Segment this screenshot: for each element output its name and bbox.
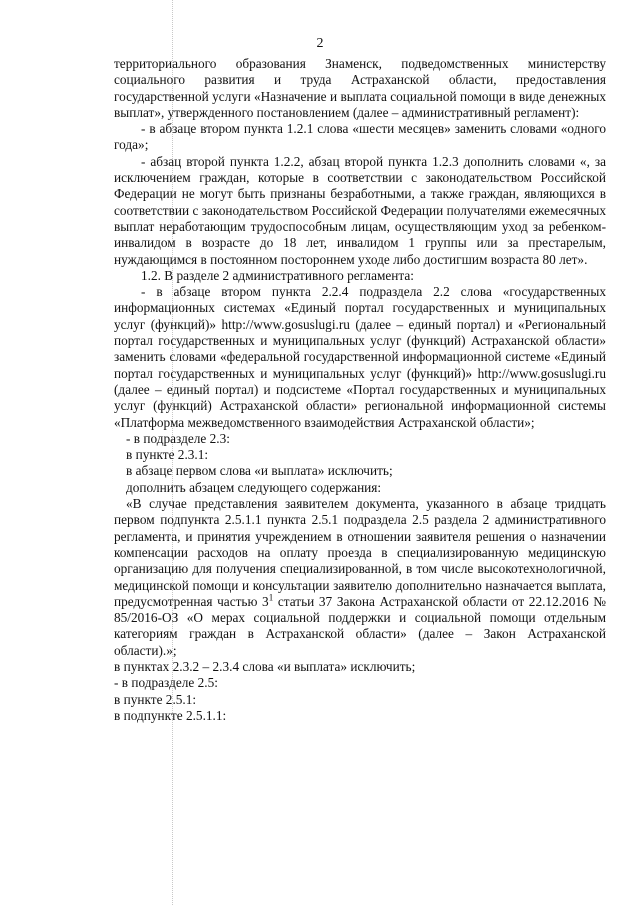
paragraph: территориального образования Знаменск, подведомственных министерству социального развития и труда Астраханской области, предоставления государственной услуги «Назначение и выплата социальной помощи в виде денежных выплат», утвержденного постановлением (далее – административный регламент):: [114, 56, 606, 120]
document-body: [114, 56, 606, 724]
paragraph: в пунктах 2.3.2 – 2.3.4 слова «и выплата» исключить;: [114, 658, 416, 674]
page-number: 2: [316, 36, 324, 51]
paragraph: дополнить абзацем следующего содержания:: [126, 479, 382, 495]
paragraph: - в подразделе 2.3:: [126, 430, 230, 446]
paragraph-text: статьи 37 Закона Астраханской области от 22.12.2016 № 85/2016-ОЗ «О мерах социальной поддержки и социальной помощи отдельным категориям граждан в Астраханской области» (далее – Закон Астраханской области).»;: [114, 593, 606, 658]
paragraph: - абзац второй пункта 1.2.2, абзац второй пункта 1.2.3 дополнить словами «, за исключением граждан, которые в соответствии с законодательством Российской Федерации не могут быть признаны безработными, а также граждан, являющихся в соответствии с законодательством Российской Федерации получателями ежемесячных выплат неработающим трудоспособным лицам, осуществляющим уход за ребенком-инвалидом в возрасте до 18 лет, инвалидом 1 группы или за престарелым, нуждающимся в постоянном постороннем уходе либо достигшим возраста 80 лет».: [114, 153, 606, 267]
paragraph: - в абзаце втором пункта 1.2.1 слова «шести месяцев» заменить словами «одного года»;: [114, 121, 606, 153]
paragraph: в пункте 2.5.1:: [114, 691, 197, 707]
paragraph: в подпункте 2.5.1.1:: [114, 707, 227, 723]
paragraph: - в подразделе 2.5:: [114, 675, 218, 691]
superscript: 1: [268, 592, 274, 603]
section-heading: 1.2. В разделе 2 административного регламента:: [141, 267, 414, 283]
paragraph: - в абзаце втором пункта 2.2.4 подраздела 2.2 слова «государственных информационных системах «Единый портал государственных и муниципальных услуг (функций)» http://www.gosuslugi.ru (далее – единый портал) и «Региональный портал государственных и муниципальных услуг (функций) Астраханской области» заменить словами «федеральной государственной информационной системе «Единый портал государственных и муниципальных услуг (функций)» http://www.gosuslugi.ru (далее – единый портал) и подсистеме «Портал государственных и муниципальных услуг (функций) Астраханской области» региональной информационной системы «Платформа межведомственного взаимодействия Астраханской области»;: [114, 284, 606, 430]
paragraph: [114, 496, 606, 659]
paragraph: в пункте 2.3.1:: [126, 447, 209, 463]
paragraph-text: «В случае представления заявителем документа, указанного в абзаце тридцать первом подпункта 2.5.1.1 пункта 2.5.1 подраздела 2.5 раздела 2 административного регламента, и принятия учреждением в отношении заявителя решения о назначении компенсации расходов на оплату проезда в специализированную медицинскую организацию для получения специализированной, в том числе высокотехнологичной, медицинской помощи и консультации заявителю дополнительно назначается выплата, предусмотренная частью 3: [114, 496, 606, 609]
paragraph: в абзаце первом слова «и выплата» исключить;: [126, 463, 393, 479]
